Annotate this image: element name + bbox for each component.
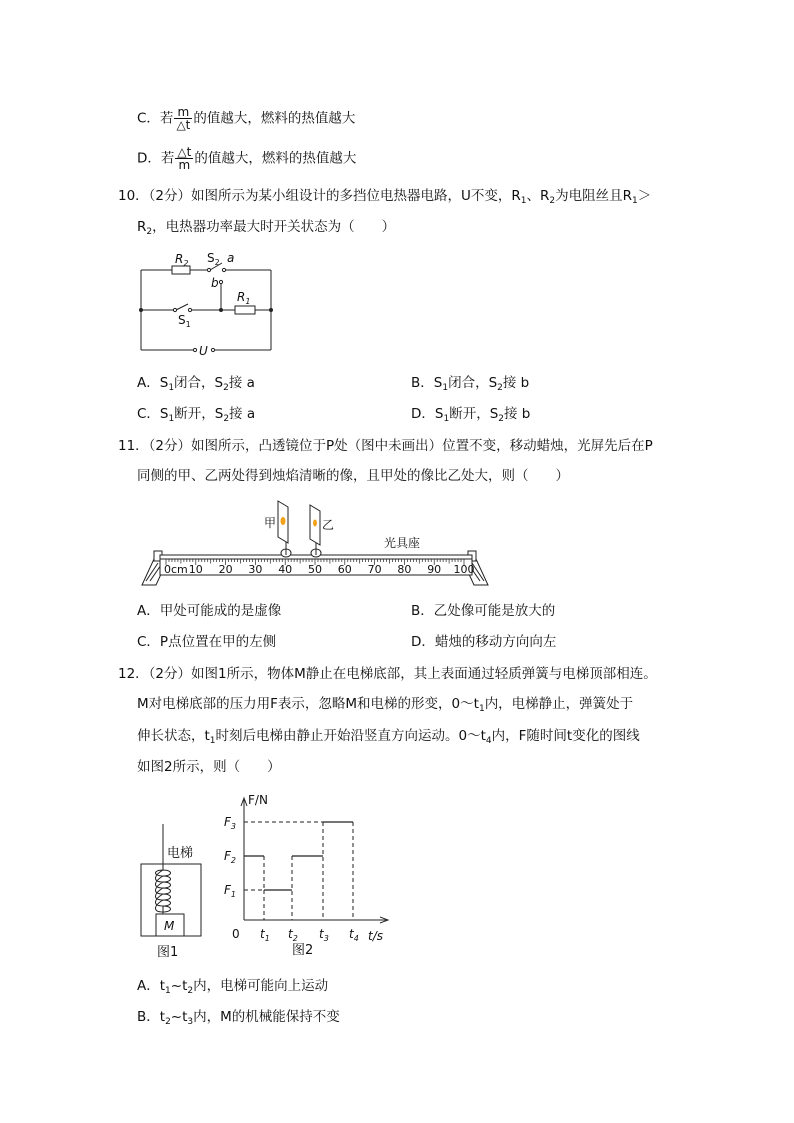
fraction: $\frac{\triangle t}{m}$ [177, 145, 192, 172]
q11-stem-line2: 同侧的甲、乙两处得到烛焰清晰的像，且甲处的像比乙处大，则（ ） [137, 468, 569, 484]
q12-option-b: B．$t_2\sim t_3$内，M的机械能保持不变 [137, 1009, 340, 1027]
fig2-caption: 图2 [292, 943, 314, 958]
label-S1: $S_1$ [178, 313, 191, 329]
fraction: $\frac{m}{\triangle t}$ [176, 105, 191, 132]
tick-t4: $t_4$ [349, 927, 359, 943]
tick-t1: $t_1$ [260, 927, 270, 943]
ruler-label: 100 [453, 563, 475, 576]
ruler-label: 40 [278, 563, 293, 576]
q10-stem-line2: $R_2$，电热器功率最大时开关状态为（ ） [137, 219, 396, 237]
q11-option-b: B．乙处像可能是放大的 [411, 603, 556, 619]
fig1-caption: 图1 [157, 945, 179, 960]
q10-option-c: C．$S_1$断开，$S_2$接 a [137, 406, 256, 424]
q11-stem-line1: 11．（2分）如图所示，凸透镜位于P处（图中未画出）位置不变，移动蜡烛，光屏先后在P [118, 438, 653, 454]
q11-option-a: A．甲处可能成的是虚像 [137, 603, 282, 619]
q11-optical-bench [138, 497, 498, 593]
label-a: a [227, 251, 235, 265]
ruler-label: 70 [367, 563, 382, 576]
label-bench: 光具座 [384, 536, 421, 550]
tick-F1: $F_1$ [224, 883, 236, 899]
q10-option-a: A．$S_1$闭合，$S_2$接 a [137, 375, 255, 393]
ruler-label: 80 [397, 563, 412, 576]
tick-t2: $t_2$ [288, 927, 298, 943]
q12-stem-line3: 伸长状态，$t_1$时刻后电梯由静止开始沿竖直方向运动。$0\sim t_4$内，F随时间t变化的图线 [137, 728, 640, 746]
q11-option-c: C．P点位置在甲的左侧 [137, 634, 277, 650]
label-R1: $R_1$ [237, 290, 251, 306]
q12-stem-line4: 如图2所示，则（ ） [137, 759, 281, 775]
q10-option-b: B．$S_1$闭合，$S_2$接 b [411, 375, 530, 393]
label-elevator: 电梯 [167, 846, 194, 861]
q12-stem-line1: 12．（2分）如图1所示，物体M静止在电梯底部，其上表面通过轻质弹簧与电梯顶部相连。 [118, 666, 657, 682]
ruler-label: 20 [218, 563, 233, 576]
ruler-label: 50 [308, 563, 322, 576]
label-U: U [199, 344, 208, 358]
label-mass: M [164, 919, 175, 933]
q12-figure2-graph [218, 790, 393, 962]
origin-label: 0 [232, 927, 240, 941]
label-S2: $S_2$ [207, 251, 220, 267]
x-axis-label: t/s [368, 929, 383, 943]
q9-option-c: C．若 $\frac{m}{\triangle t}$ 的值越大，燃料的热值越大 [137, 105, 356, 132]
label-b: b [211, 276, 219, 290]
tick-F2: $F_2$ [224, 849, 236, 865]
label-R2: $R_2$ [175, 252, 189, 268]
ruler-label: 30 [248, 563, 263, 576]
q11-option-d: D．蜡烛的移动方向向左 [411, 634, 557, 650]
tick-F3: $F_3$ [224, 815, 236, 831]
label-jia: 甲 [264, 516, 277, 530]
ruler-label: 0cm [164, 563, 188, 576]
q9-option-d: D．若 $\frac{\triangle t}{m}$ 的值越大，燃料的热值越大 [137, 145, 357, 172]
force-curve [244, 822, 353, 890]
tick-t3: $t_3$ [319, 927, 329, 943]
q10-circuit-diagram [135, 250, 280, 360]
y-axis-label: F/N [248, 793, 268, 807]
q10-option-d: D．$S_1$断开，$S_2$接 b [411, 406, 531, 424]
ruler-label: 90 [427, 563, 442, 576]
q12-stem-line2: M对电梯底部的压力用F表示，忽略M和电梯的形变，$0\sim t_1$内，电梯静止，弹簧处于 [137, 696, 634, 714]
spring [156, 864, 171, 914]
q12-figure1-elevator [135, 822, 215, 962]
ruler-label: 10 [188, 563, 203, 576]
ruler-label: 60 [337, 563, 352, 576]
label-yi: 乙 [322, 518, 335, 532]
q10-stem-line1: 10．（2分）如图所示为某小组设计的多挡位电热器电路，U不变，$R_1$、$R_2$为电阻丝且$R_1>$ [118, 188, 652, 206]
q12-option-a: A．$t_1\sim t_2$内，电梯可能向上运动 [137, 978, 329, 996]
